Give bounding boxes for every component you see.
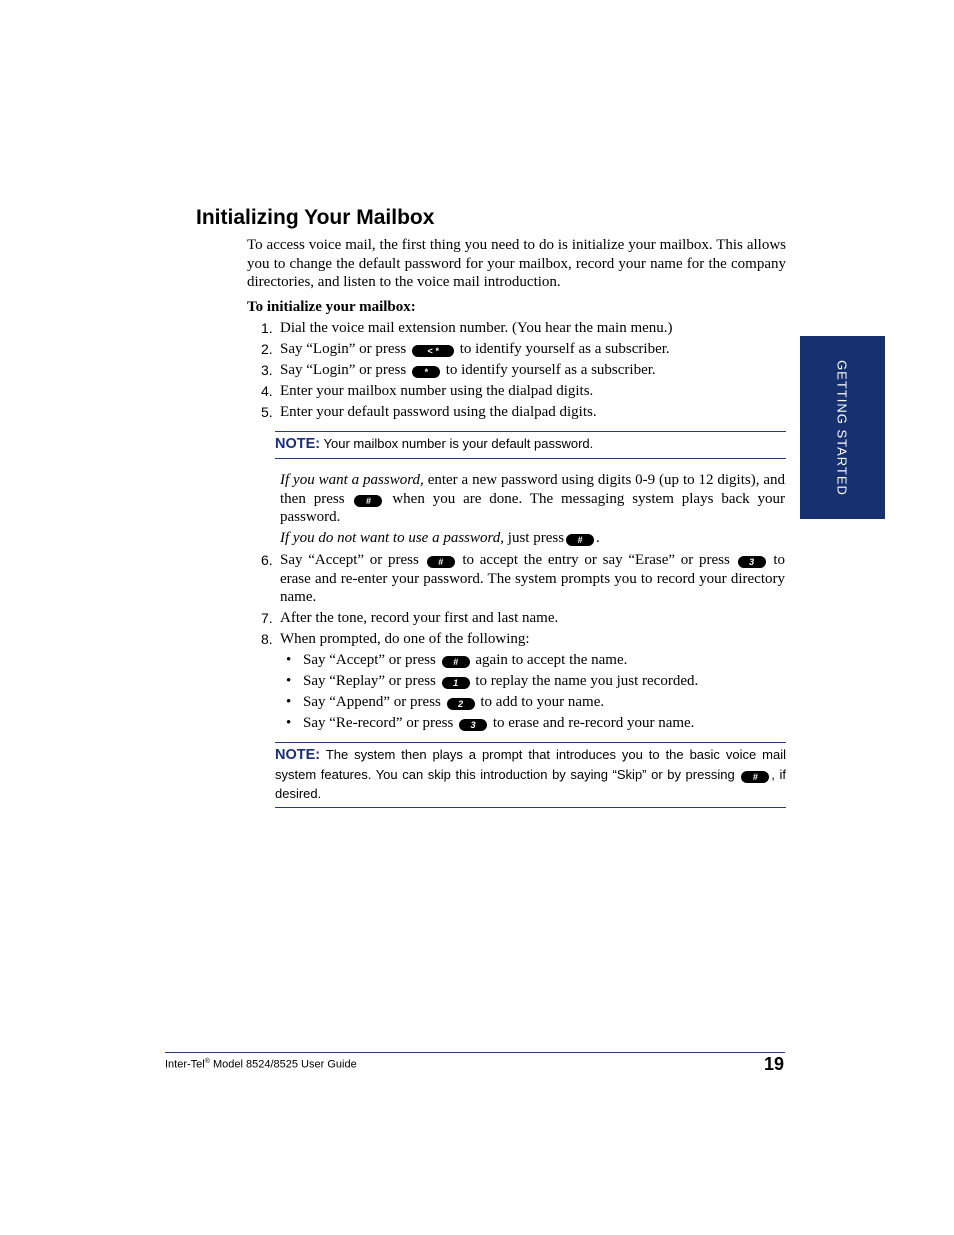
step-5: Enter your default password using the dialpad digits.	[280, 404, 597, 420]
note-label: NOTE:	[275, 436, 321, 452]
no-password-paragraph	[280, 529, 600, 547]
step-6-mid: to accept the entry or say “Erase” or press	[462, 552, 730, 568]
step-number: 5.	[261, 404, 273, 420]
step-2-post: to identify yourself as a subscriber.	[459, 341, 670, 357]
two-key-icon: 2	[447, 698, 475, 710]
one-key-icon: 1	[442, 677, 470, 689]
page-number: 19	[763, 1054, 784, 1074]
bullet-3-post: to add to your name.	[480, 694, 605, 710]
step-6-post: to erase and re-enter your password. The system prompts you to record your directory name.	[280, 552, 786, 605]
step-6-pre: Say “Accept” or press	[280, 552, 419, 568]
step-3-pre: Say “Login” or press	[280, 362, 407, 378]
voicemail-key-icon: < *	[412, 345, 454, 357]
pound-key-icon: #	[741, 771, 769, 783]
note-top-rule	[275, 431, 786, 432]
step-number: 8.	[261, 631, 273, 647]
bullet-3	[303, 693, 604, 711]
three-key-icon: 3	[459, 719, 487, 731]
step-number: 7.	[261, 610, 273, 626]
step-number: 1.	[261, 320, 273, 336]
step-number: 2.	[261, 341, 273, 357]
password-text-1: enter a new password using digits 0-9 (up to 12 digits), and then press	[280, 472, 786, 507]
section-side-tab	[800, 336, 885, 519]
note-2-text: The system then plays a prompt that introduces you to the basic voice mail system features. You can skip this introduction by saying “Skip” or by pressing	[275, 747, 786, 782]
bullet-icon: •	[286, 694, 292, 710]
bullet-1-post: again to accept the name.	[475, 652, 628, 668]
registered-mark: ®	[204, 1058, 210, 1065]
password-italic: If you want a password,	[280, 472, 424, 488]
pound-key-icon: #	[427, 556, 455, 568]
pound-key-icon: #	[442, 656, 470, 668]
step-6	[280, 551, 785, 607]
step-number: 4.	[261, 383, 273, 399]
pound-key-icon: #	[354, 495, 382, 507]
no-password-end: .	[596, 530, 600, 546]
step-2-pre: Say “Login” or press	[280, 341, 407, 357]
bullet-4-post: to erase and re-record your name.	[492, 715, 695, 731]
bullet-4	[303, 714, 694, 732]
bullet-4-pre: Say “Re-record” or press	[303, 715, 454, 731]
three-key-icon: 3	[738, 556, 766, 568]
note-label: NOTE:	[275, 747, 321, 763]
step-7: After the tone, record your first and last name.	[280, 610, 559, 626]
bullet-3-pre: Say “Append” or press	[303, 694, 441, 710]
password-text-2: when you are done. The messaging system plays back your password.	[280, 490, 786, 525]
no-password-text: just press	[507, 530, 565, 546]
note-bottom-rule	[275, 458, 786, 459]
page-title: Initializing Your Mailbox	[196, 206, 435, 229]
no-password-italic: If you do not want to use a password,	[280, 530, 505, 546]
pound-key-icon: #	[566, 534, 594, 546]
footer-title: Model 8524/8525 User Guide	[212, 1058, 357, 1071]
bullet-2-pre: Say “Replay” or press	[303, 673, 436, 689]
footer-guide-title	[165, 1055, 357, 1072]
bullet-icon: •	[286, 652, 292, 668]
note-2	[275, 745, 786, 803]
star-key-icon: *	[412, 366, 440, 378]
step-8: When prompted, do one of the following:	[280, 631, 530, 647]
bullet-2-post: to replay the name you just recorded.	[475, 673, 699, 689]
step-2	[280, 340, 670, 358]
password-paragraph	[280, 471, 785, 527]
step-4: Enter your mailbox number using the dialpad digits.	[280, 383, 594, 399]
step-3-post: to identify yourself as a subscriber.	[445, 362, 656, 378]
step-3	[280, 361, 656, 379]
bullet-1-pre: Say “Accept” or press	[303, 652, 436, 668]
note-1-text: Your mailbox number is your default password.	[323, 436, 594, 451]
note-1	[275, 434, 786, 454]
step-number: 6.	[261, 552, 273, 568]
footer-brand: Inter-Tel	[165, 1058, 205, 1071]
step-1: Dial the voice mail extension number. (You hear the main menu.)	[280, 320, 673, 336]
bullet-icon: •	[286, 715, 292, 731]
bullet-2	[303, 672, 698, 690]
bullet-icon: •	[286, 673, 292, 689]
procedure-title: To initialize your mailbox:	[247, 299, 416, 315]
section-side-tab-label: GETTING STARTED	[834, 360, 850, 496]
intro-paragraph: To access voice mail, the first thing you need to do is initialize your mailbox. This allows you to change the default password for your mailbox, record your name for the company directories, and listen to the voice mail introduction.	[247, 237, 786, 290]
note-2-end: , if desired.	[275, 767, 786, 801]
note-top-rule	[275, 742, 786, 743]
footer-rule	[165, 1052, 785, 1053]
bullet-1	[303, 651, 627, 669]
note-bottom-rule	[275, 807, 786, 808]
step-number: 3.	[261, 362, 273, 378]
